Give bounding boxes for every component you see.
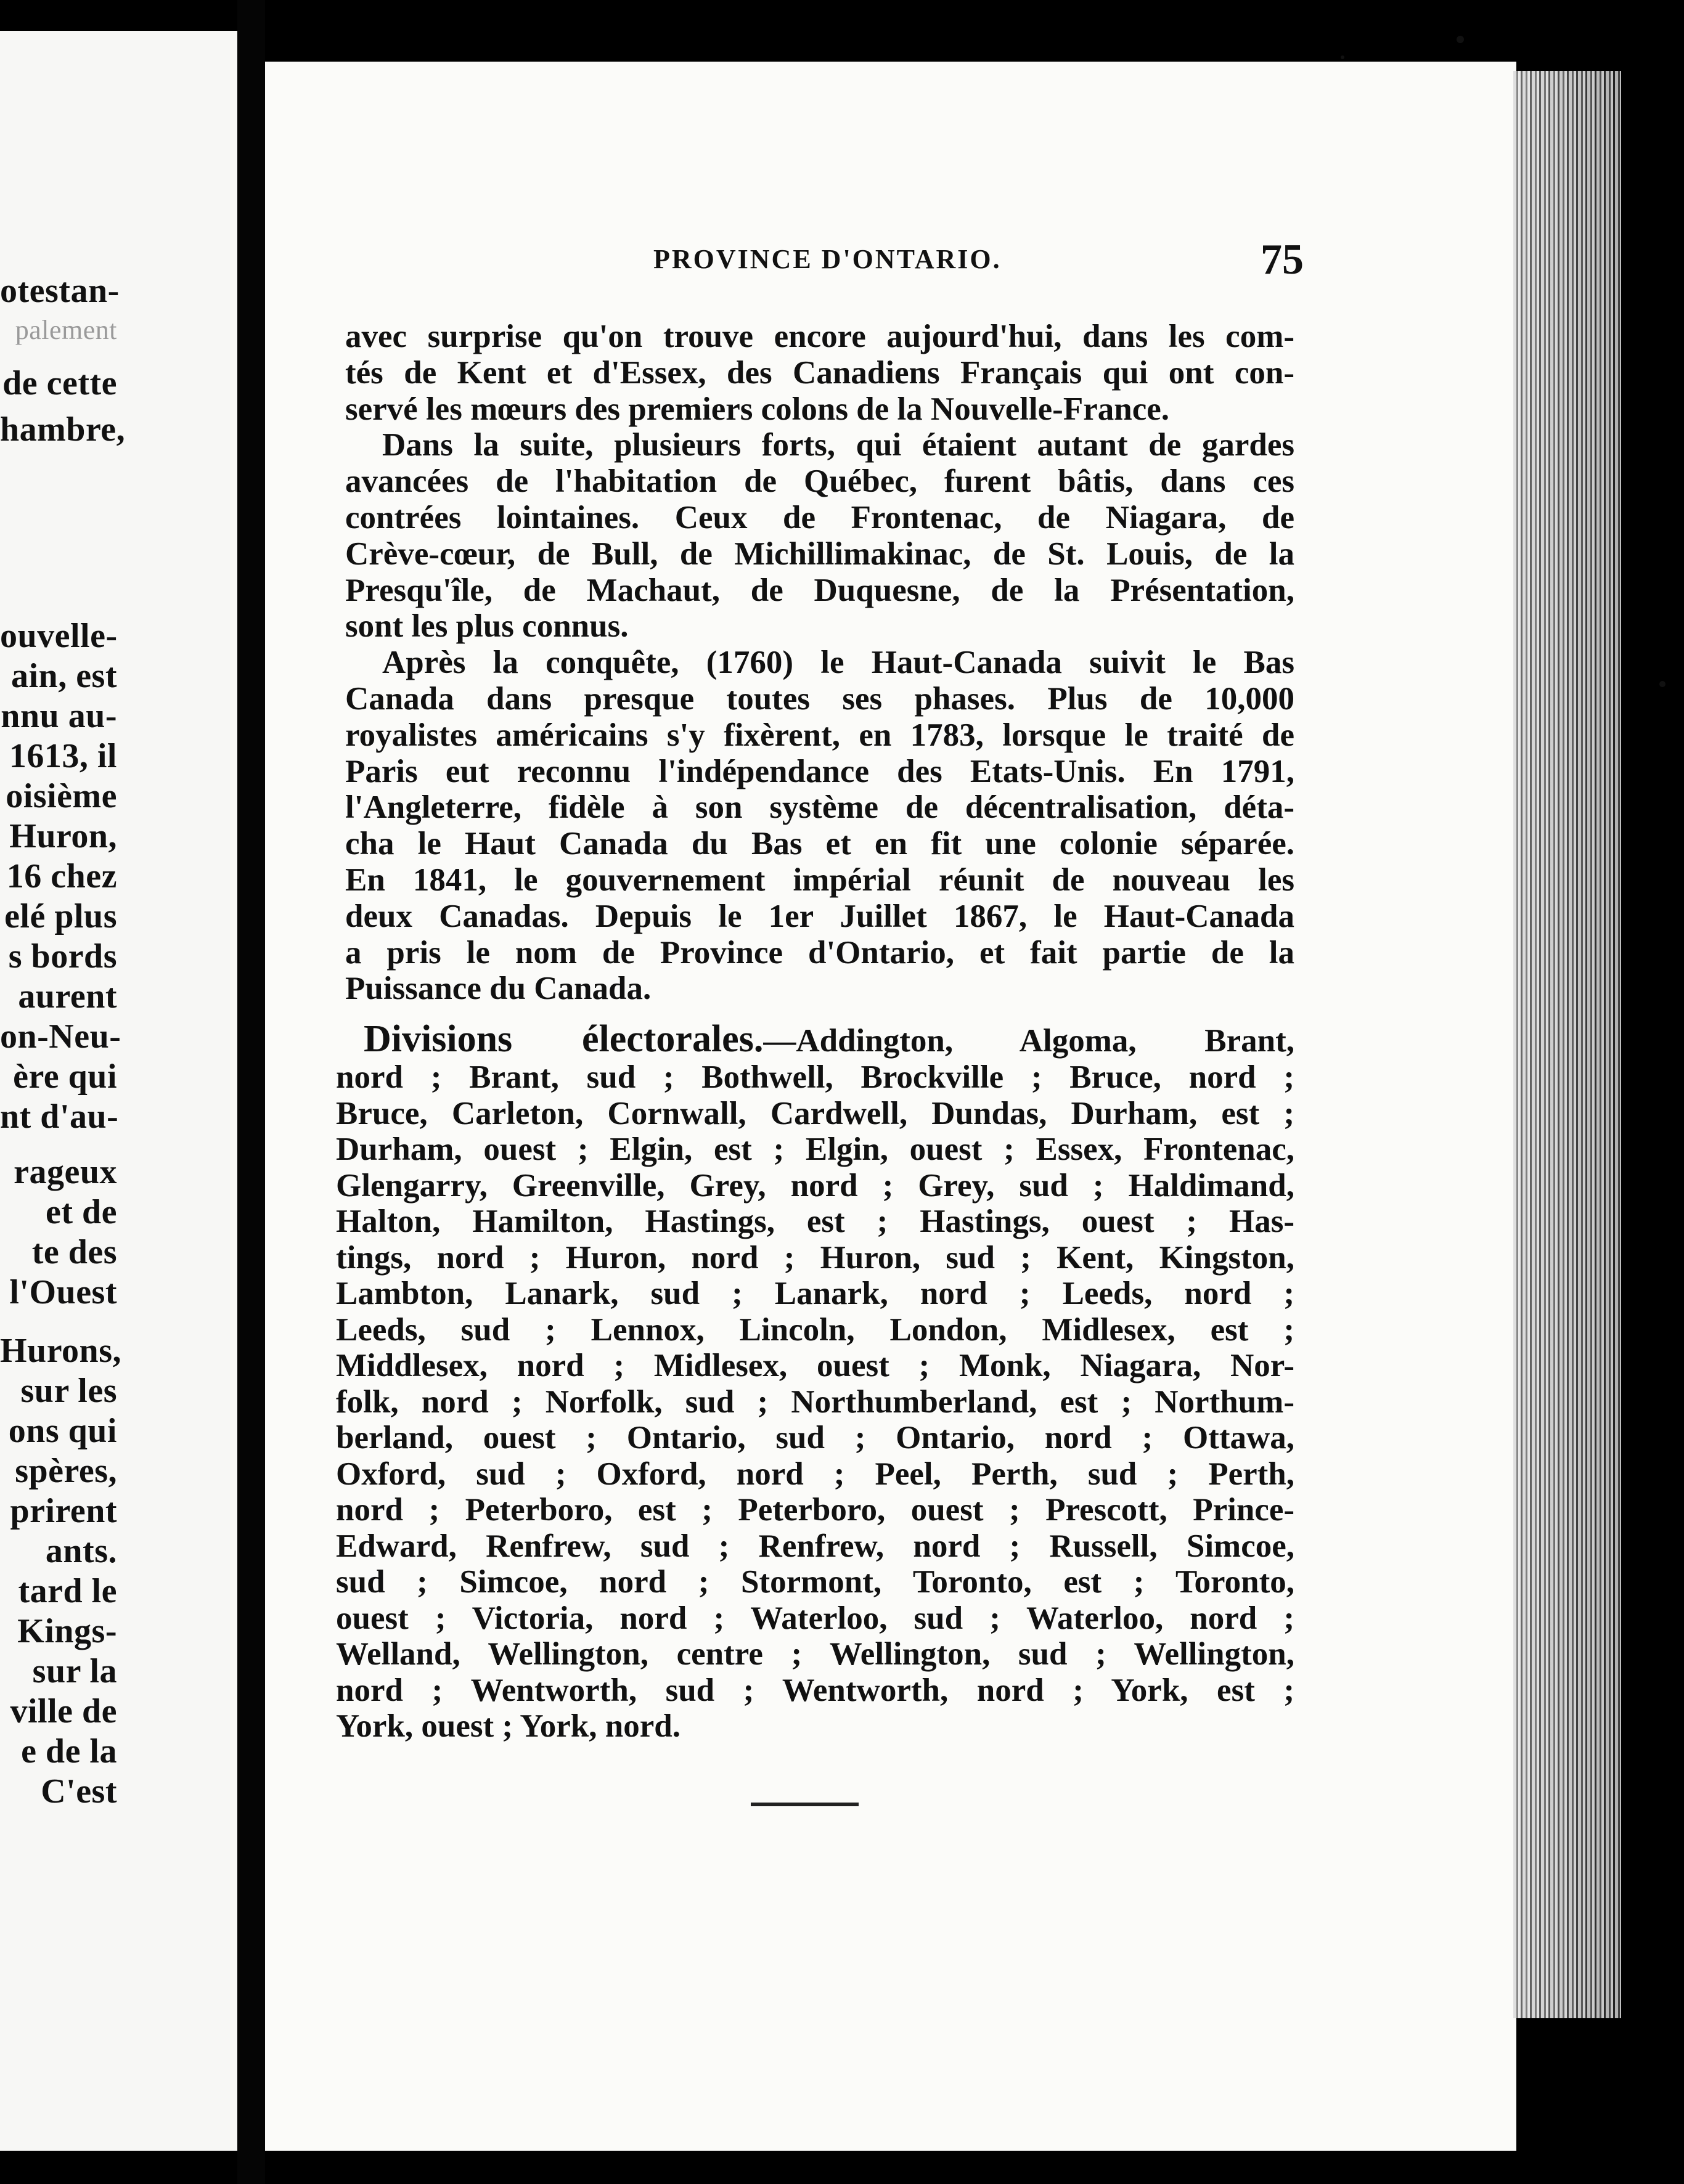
previous-page-line: nt d'au- [0, 1098, 119, 1136]
previous-page-fragment [0, 31, 237, 2151]
previous-page-line: otestan- [0, 272, 120, 310]
body-line: royalistes américains s'y fixèrent, en 1783, lorsque le traité de [345, 717, 1294, 753]
body-line: Dans la suite, plusieurs forts, qui étaient autant de gardes [382, 427, 1294, 463]
previous-page-line: rageux [14, 1153, 117, 1191]
previous-page-line: te des [31, 1233, 117, 1271]
previous-page-line: palement [15, 315, 117, 345]
body-line: Paris eut reconnu l'indépendance des Etats-Unis. En 1791, [345, 753, 1294, 789]
previous-page-line: l'Ouest [9, 1273, 117, 1311]
body-line: Puissance du Canada. [345, 971, 652, 1007]
previous-page-line: sur la [32, 1652, 117, 1690]
scan-speck [1341, 55, 1344, 59]
electoral-division-line: Halton, Hamilton, Hastings, est ; Hastings, ouest ; Has- [336, 1204, 1294, 1239]
previous-page-line: s bords [8, 937, 117, 976]
previous-page-line: Hurons, [0, 1332, 121, 1370]
previous-page-line: spères, [15, 1452, 117, 1490]
body-line: servé les mœurs des premiers colons de la Nouvelle-France. [345, 391, 1170, 427]
body-line: a pris le nom de Province d'Ontario, et fait partie de la [345, 934, 1294, 971]
scan-speck [1659, 681, 1666, 687]
electoral-division-line: Lambton, Lanark, sud ; Lanark, nord ; Leeds, nord ; [336, 1276, 1294, 1311]
previous-page-line: 1613, il [9, 737, 117, 775]
electoral-division-line: sud ; Simcoe, nord ; Stormont, Toronto, est ; Toronto, [336, 1564, 1294, 1600]
electoral-division-line: tings, nord ; Huron, nord ; Huron, sud ; Kent, Kingston, [336, 1239, 1294, 1276]
electoral-division-line: Glengarry, Greenville, Grey, nord ; Grey, sud ; Haldimand, [336, 1167, 1294, 1204]
previous-page-line: ville de [10, 1692, 117, 1730]
previous-page-line: ère qui [13, 1057, 117, 1096]
end-rule [751, 1803, 859, 1806]
body-line: l'Angleterre, fidèle à son système de décentralisation, déta- [345, 789, 1294, 826]
electoral-division-line: nord ; Peterboro, est ; Peterboro, ouest ; Prescott, Prince- [336, 1492, 1294, 1528]
body-line: sont les plus connus. [345, 608, 629, 645]
previous-page-line: ons qui [8, 1412, 117, 1450]
electoral-division-line: berland, ouest ; Ontario, sud ; Ontario, nord ; Ottawa, [336, 1420, 1294, 1456]
electoral-division-line: nord ; Wentworth, sud ; Wentworth, nord ; York, est ; [336, 1672, 1294, 1708]
body-line: contrées lointaines. Ceux de Frontenac, de Niagara, de [345, 500, 1294, 536]
scan-speck [1457, 36, 1464, 43]
body-line: En 1841, le gouvernement impérial réunit de nouveau les [345, 862, 1294, 898]
electoral-division-line: Durham, ouest ; Elgin, est ; Elgin, ouest ; Essex, Frontenac, [336, 1131, 1294, 1167]
previous-page-line: 16 chez [6, 857, 117, 895]
page-edges-shading [1513, 71, 1621, 2018]
electoral-division-line: York, ouest ; York, nord. [336, 1708, 681, 1744]
previous-page-line: nnu au- [1, 697, 117, 735]
body-line: Presqu'île, de Machaut, de Duquesne, de la Présentation, [345, 572, 1294, 608]
body-line: avec surprise qu'on trouve encore aujourd'hui, dans les com- [345, 319, 1294, 354]
body-line: deux Canadas. Depuis le 1er Juillet 1867, le Haut-Canada [345, 898, 1294, 934]
previous-page-line: prirent [10, 1492, 117, 1530]
electoral-division-line: Edward, Renfrew, sud ; Renfrew, nord ; Russell, Simcoe, [336, 1528, 1294, 1564]
electoral-division-line: folk, nord ; Norfolk, sud ; Northumberland, est ; Northum- [336, 1383, 1294, 1420]
previous-page-line: C'est [41, 1772, 117, 1811]
previous-page-line: ain, est [11, 657, 117, 695]
body-line: Après la conquête, (1760) le Haut-Canada suivit le Bas [382, 645, 1294, 681]
electoral-division-line: Leeds, sud ; Lennox, Lincoln, London, Midlesex, est ; [336, 1311, 1294, 1348]
section-heading: Divisions électorales. [364, 1018, 764, 1060]
previous-page-line: de cette [2, 364, 117, 402]
previous-page-line: oisième [6, 777, 117, 815]
electoral-division-line: ouest ; Victoria, nord ; Waterloo, sud ; Waterloo, nord ; [336, 1600, 1294, 1636]
electoral-division-line: nord ; Brant, sud ; Bothwell, Brockville ; Bruce, nord ; [336, 1059, 1294, 1095]
previous-page-line: Huron, [9, 817, 117, 855]
previous-page-line: tard le [18, 1572, 117, 1610]
body-line: Canada dans presque toutes ses phases. Plus de 10,000 [345, 681, 1294, 717]
body-line: avancées de l'habitation de Québec, furent bâtis, dans ces [345, 463, 1294, 500]
body-line: tés de Kent et d'Essex, des Canadiens Français qui ont con- [345, 354, 1294, 391]
electoral-division-line: Middlesex, nord ; Midlesex, ouest ; Monk, Niagara, Nor- [336, 1348, 1294, 1383]
body-line: Crève-cœur, de Bull, de Michillimakinac, de St. Louis, de la [345, 536, 1294, 572]
previous-page-line: sur les [20, 1372, 117, 1410]
previous-page-line: e de la [21, 1732, 117, 1770]
electoral-division-line: Oxford, sud ; Oxford, nord ; Peel, Perth, sud ; Perth, [336, 1456, 1294, 1492]
previous-page-line: elé plus [4, 897, 117, 935]
previous-page-line: aurent [18, 977, 117, 1016]
previous-page-line: Kings- [17, 1612, 117, 1650]
section-first-line-rest: —Addington, Algoma, Brant, [763, 1023, 1294, 1059]
running-header: PROVINCE D'ONTARIO. [653, 244, 1002, 274]
previous-page-line: et de [45, 1193, 117, 1231]
page-number: 75 [1261, 236, 1304, 283]
body-line: cha le Haut Canada du Bas et en fit une colonie séparée. [345, 826, 1294, 862]
book-gutter [237, 0, 265, 2184]
previous-page-line: hambre, [0, 410, 126, 449]
previous-page-line: ants. [45, 1532, 117, 1570]
previous-page-line: on-Neu- [0, 1017, 121, 1056]
electoral-division-line: Bruce, Carleton, Cornwall, Cardwell, Dundas, Durham, est ; [336, 1095, 1294, 1131]
previous-page-line: ouvelle- [0, 617, 118, 655]
section-first-line [364, 1020, 1294, 1060]
electoral-division-line: Welland, Wellington, centre ; Wellington, sud ; Wellington, [336, 1636, 1294, 1672]
